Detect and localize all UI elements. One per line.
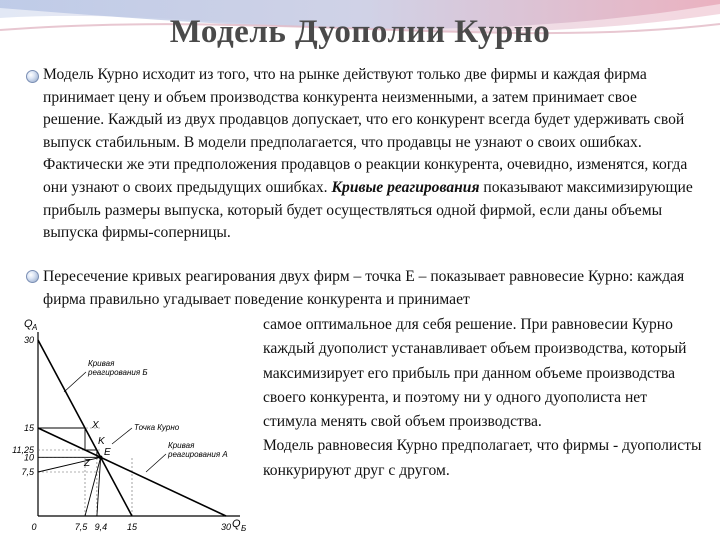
curve-b-label-line1: Кривая [88, 359, 115, 368]
curve-a-label-line2: реагирования А [168, 450, 228, 459]
bullet-paragraph-2-right [263, 313, 703, 483]
bullet-paragraph-2-top: Пересечение кривых реагирования двух фирм – точка E – показывает равновесие Курно: каждая фирма правильно угадывает поведение конкурента и принимает [43, 268, 685, 308]
curve-b-leader [64, 372, 86, 392]
cournot-leader [112, 428, 132, 444]
equilibrium-ray [97, 457, 101, 516]
y-tick-label: 15 [23, 423, 34, 433]
point-z-label: Z [84, 458, 91, 469]
paragraph-text: показывают максимизирующие прибыль размеры выпуска, который будет осуществляться одной фирмой, если даны объемы выпуска фирмы-соперницы. [43, 178, 693, 242]
bullet-icon [26, 270, 39, 283]
y-tick-label: 7,5 [21, 467, 34, 477]
x-tick-label: 30 [220, 522, 232, 532]
y-tick-label: 30 [23, 335, 34, 345]
equilibrium-ray [38, 457, 101, 472]
emphasis-term: Кривые реагирования [327, 178, 480, 196]
point-k-label: K [98, 436, 105, 447]
paragraph-text: Модель равновесия Курно предполагает, что фирмы - дуополисты конкурируют друг с другом. [263, 437, 702, 479]
x-axis-label: Q [232, 518, 241, 530]
y-axis-label-sub: A [32, 323, 38, 332]
y-tick-label: 11,25 [12, 445, 34, 455]
x-tick-label: 0 [31, 522, 37, 532]
paragraph-text: Модель Курно исходит из того, что на рынке действуют только две фирмы и каждая фирма принимает цену и объем производства конкурента неизменными, а затем принимает свое решение. Каждый из двух продавцов допускает, что его конкурент всегда будет удерживать свой выпуск стабильным. В модели предполагается, что продавцы не узнают о своих ошибках. Фактически же эти предположения продавцов о реакции конкурента, очевидно, изменятся, когда они узнают о своих предыдущих ошибках. [43, 66, 688, 196]
point-x-label: X [92, 420, 99, 431]
x-tick-label: 7,5 [74, 522, 88, 532]
x-axis-label-sub: Б [241, 524, 247, 533]
x-tick-label: 9,4 [94, 522, 108, 532]
curve-a-leader [146, 454, 166, 472]
curve-b-label-line2: реагирования Б [88, 368, 148, 377]
paragraph-text: самое оптимальное для себя решение. При равновесии Курно каждый дуополист устанавливает объем производства, который максимизирует его прибыль при данном объеме производства своего конкурента, и поэтому ни у одного дуополиста нет стимула менять свой объем производства. [263, 316, 687, 431]
cournot-reaction-chart [0, 312, 260, 540]
x-tick-label: 15 [126, 522, 138, 532]
cournot-point-label: Точка Курно [134, 423, 180, 432]
equilibrium-point [99, 456, 103, 460]
curve-a-label-line1: Кривая [168, 441, 195, 450]
y-tick-label: 10 [23, 452, 34, 463]
y-axis-label: Q [24, 318, 33, 330]
point-e-label: E [104, 447, 111, 458]
bullet-paragraph-1 [43, 64, 698, 245]
slide-title: Модель Дуополии Курно [169, 14, 551, 50]
bullet-icon [26, 70, 39, 83]
